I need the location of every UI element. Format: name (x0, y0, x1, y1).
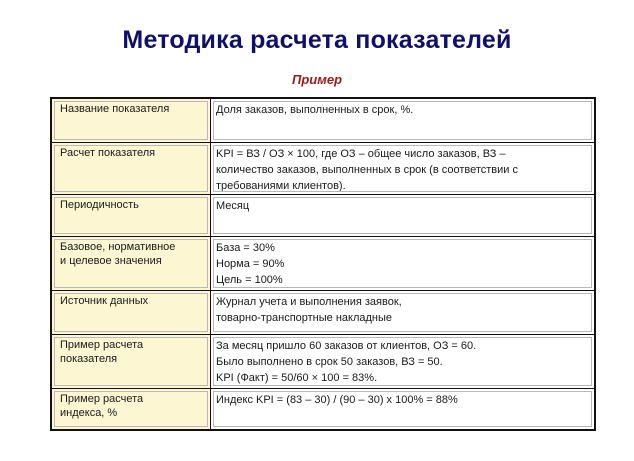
row-label-line: Название показателя (60, 103, 170, 115)
row-value-cell (211, 389, 594, 429)
table-row (52, 389, 594, 429)
row-value-line: товарно-транспортные накладные (216, 312, 393, 324)
row-label-line: Периодичность (60, 199, 139, 211)
row-value-line: Месяц (216, 200, 250, 212)
row-label-line: Пример расчета (60, 393, 144, 405)
row-label-cell (52, 291, 211, 334)
row-value-cell (211, 99, 594, 142)
row-label-cell (52, 237, 211, 290)
row-value-line: KPI (Факт) = 50/60 × 100 = 83%. (216, 372, 378, 384)
row-label-cell (52, 99, 211, 142)
row-label-line: Пример расчета (60, 339, 144, 351)
table-row (52, 99, 594, 143)
table-row (52, 195, 594, 237)
row-value-line: требованиями клиентов). (216, 180, 346, 192)
row-label-cell (52, 195, 211, 236)
row-value-cell (211, 195, 594, 236)
table-row (52, 143, 594, 195)
row-value-cell (211, 237, 594, 290)
table-row (52, 291, 594, 335)
row-value-line: Было выполнено в срок 50 заказов, ВЗ = 50. (216, 356, 443, 368)
row-value-cell (211, 143, 594, 194)
row-value-cell (211, 291, 594, 334)
row-label-line: и целевое значения (60, 255, 162, 267)
row-label-line: показателя (60, 353, 118, 365)
table-row (52, 335, 594, 389)
row-value-line: KPI = ВЗ / ОЗ × 100, где ОЗ – общее число заказов, ВЗ – (216, 148, 506, 160)
row-label-line: индекса, % (60, 407, 118, 419)
row-label-line: Базовое, нормативное (60, 241, 176, 253)
page-subtitle: Пример (291, 72, 343, 87)
row-value-line: Цель = 100% (216, 274, 283, 286)
row-value-line: Норма = 90% (216, 258, 285, 270)
row-label-cell (52, 143, 211, 194)
row-label-cell (52, 389, 211, 429)
row-label-line: Расчет показателя (60, 147, 156, 159)
page-title: Методика расчета показателей (122, 26, 512, 54)
row-value-line: Журнал учета и выполнения заявок, (216, 296, 402, 308)
row-value-line: Доля заказов, выполненных в срок, %. (216, 104, 414, 116)
row-value-line: База = 30% (216, 242, 275, 254)
row-label-line: Источник данных (60, 295, 149, 307)
kpi-table (50, 97, 596, 431)
row-label-cell (52, 335, 211, 388)
row-value-line: количество заказов, выполненных в срок (в соответствии с (216, 164, 519, 176)
row-value-cell (211, 335, 594, 388)
row-value-line: За месяц пришло 60 заказов от клиентов, ОЗ = 60. (216, 340, 477, 352)
table-row (52, 237, 594, 291)
row-value-line: Индекс KPI = (83 – 30) / (90 – 30) x 100% = 88% (216, 394, 458, 406)
